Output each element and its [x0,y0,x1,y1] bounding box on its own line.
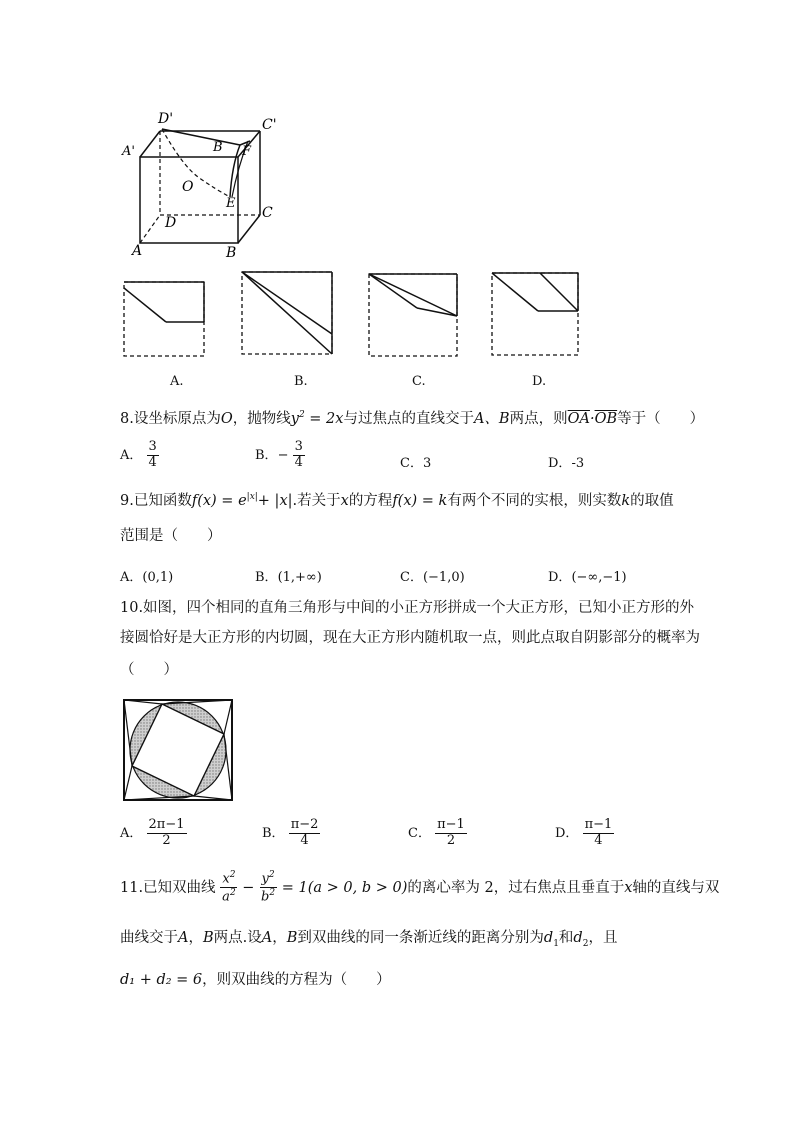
cube-front-face [140,157,238,243]
q9-stem-line2: 范围是（ ） [120,528,222,544]
cube-figure [120,105,290,265]
projection-option-d [490,271,582,357]
q8-option-a: A． $\frac{3}{4}$ [120,439,157,470]
q10-stem-line3: （ ） [120,662,178,678]
q10-option-a: A． $\frac{2\pi-1}{2}$ [120,817,185,848]
label-o: O [182,179,194,195]
q8-option-c: C．3 [400,456,432,471]
label-b-prime: B [213,140,223,155]
q11-stem-line3: d₁ + d₂ = 6，则双曲线的方程为（ ） [120,972,391,988]
q8-option-d: D．-3 [548,456,585,471]
q9-stem-line1: 9.已知函数$f(x) = e^{|x|}+ |x|$.若关于x的方程f(x) = k有两个不同的实根，则实数k的取值 [120,492,674,509]
label-b: B [226,245,237,261]
label-c: C [262,205,273,221]
label-d-prime: D' [158,111,174,127]
q10-option-d: D． $\frac{\pi-1}{4}$ [555,817,613,848]
q9-option-c: C．(−1,0) [400,570,465,585]
q10-stem-line2: 接圆恰好是大正方形的内切圆，现在大正方形内随机取一点，则此点取自阴影部分的概率为 [120,630,700,646]
q11-stem-line2: 曲线交于A，B两点.设A，B到双曲线的同一条渐近线的距离分别为$d_1$和$d_2$，且 [120,930,618,949]
q11-stem-line1: 11.已知双曲线 $\frac{x^2}{a^2}$ − $\frac{y^2}{b^2}$ = 1(a > 0, b > 0)的离心率为 2，过右焦点且垂直于x轴的直线与双 [120,870,720,905]
q7-option-d: D. [532,374,547,389]
q9-option-b: B．(1,+∞) [255,570,322,585]
square-circle-figure [122,698,234,802]
q10-stem-line1: 10.如图，四个相同的直角三角形与中间的小正方形拼成一个大正方形，已知小正方形的外 [120,600,695,616]
q7-option-a: A. [170,374,184,389]
q7-option-b: B. [294,374,308,389]
q9-option-d: D．(−∞,−1) [548,570,627,585]
label-a-prime: A' [122,144,135,159]
q8-option-b: B．− $\frac{3}{4}$ [255,439,303,470]
q9-option-a: A．(0,1) [120,570,174,585]
label-a: A [132,243,143,259]
label-e: E [226,196,236,211]
projection-option-b [240,270,336,356]
q10-option-b: B． $\frac{\pi-2}{4}$ [262,817,319,848]
projection-option-a [122,280,208,358]
projection-option-c [367,272,461,358]
q8-stem: 8.设坐标原点为O，抛物线$y^2 = 2x$与过焦点的直线交于A、B两点，则$\overline{OA}\cdot\overline{OB}$等于（ ） [120,410,705,427]
q7-option-c: C. [412,374,426,389]
label-d: D [165,215,177,231]
label-f: F [242,144,252,159]
q10-option-c: C． $\frac{\pi-1}{2}$ [408,817,465,848]
label-c-prime: C' [262,117,277,133]
